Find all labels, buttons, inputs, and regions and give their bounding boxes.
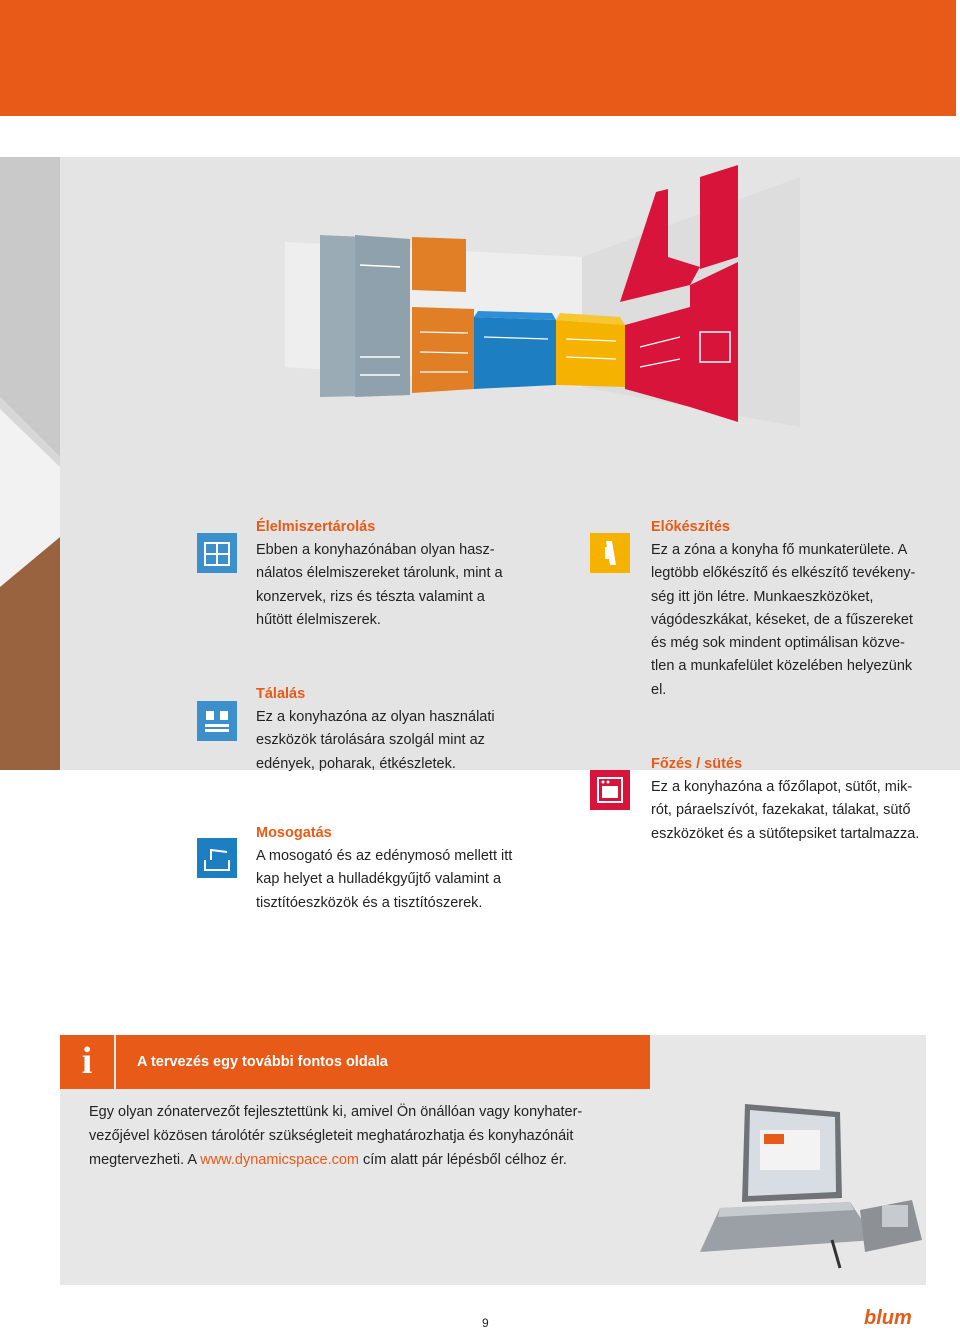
food-storage-icon (197, 533, 237, 573)
zone-title-elelmiszertarolas: Élelmiszertárolás (256, 519, 376, 535)
zone-title-elokeszites: Előkészítés (651, 519, 730, 535)
oven-icon (590, 770, 630, 810)
info-header (116, 1035, 650, 1089)
text-line: ség itt jön létre. Munkaeszközöket, (651, 588, 874, 605)
dynamicspace-link[interactable]: www.dynamicspace.com (200, 1152, 359, 1168)
text-line: Ez a konyhazóna a főzőlapot, sütőt, mik- (651, 779, 913, 795)
zone-text-fozes (651, 776, 919, 846)
text-line: Ez a konyhazóna az olyan használati (256, 709, 495, 725)
zone-title-mosogatas: Mosogatás (256, 825, 332, 841)
zone-text-talalas (256, 706, 495, 776)
knife-icon (590, 533, 630, 573)
text-line: el. (651, 681, 667, 698)
text-line: Ebben a konyhazónában olyan hasz- (256, 542, 495, 558)
text-line: edények, poharak, étkészletek. (256, 755, 456, 772)
info-body (89, 1100, 582, 1172)
svg-text:blum: blum (864, 1307, 912, 1328)
dishes-icon (197, 701, 237, 741)
text-line: eszközöket és a sütőtepsiket tartalmazza. (651, 825, 920, 842)
text-line: eszközök tárolására szolgál mint az (256, 732, 485, 749)
text-line: vágódeszkákat, késeket, de a fűszereket (651, 611, 913, 628)
zone-text-elokeszites (651, 539, 915, 702)
text-line: nálatos élelmiszereket tárolunk, mint a (256, 565, 503, 582)
text-line: A mosogató és az edénymosó mellett itt (256, 848, 513, 864)
zone-text-mosogatas (256, 845, 512, 915)
top-orange-band (0, 0, 956, 116)
text-line: tisztítóeszközök és a tisztítószerek. (256, 894, 483, 911)
info-line-with-link (89, 1148, 582, 1172)
text-line: konzervek, rizs és tészta valamint a (256, 588, 485, 605)
info-icon: i (60, 1035, 114, 1089)
info-text-before-link: megtervezheti. A (89, 1152, 201, 1168)
laptop-photo (660, 1090, 926, 1285)
sink-icon (197, 838, 237, 878)
text-line: és még sok mindent optimálisan közve- (651, 635, 905, 652)
page-number: 9 (482, 1316, 489, 1330)
text-line: hűtött élelmiszerek. (256, 611, 381, 628)
info-line: vezőjével közösen tárolótér szükségleteit meghatározhatja és konyhazónáit (89, 1128, 574, 1144)
text-line: rót, páraelszívót, fazekakat, tálakat, sütő (651, 802, 911, 819)
text-line: tlen a munkafelület közelében helyezünk (651, 658, 913, 675)
info-line: Egy olyan zónatervezőt fejlesztettünk ki, amivel Ön önállóan vagy konyhater- (89, 1104, 583, 1120)
info-text-after-link: cím alatt pár lépésből célhoz ér. (358, 1152, 567, 1168)
text-line: legtöbb előkészítő és elkészítő tevékeny- (651, 565, 916, 582)
text-line: Ez a zóna a konyha fő munkaterülete. A (651, 542, 908, 558)
info-title: A tervezés egy további fontos oldala (137, 1054, 388, 1070)
zone-title-talalas: Tálalás (256, 686, 306, 702)
blum-logo (864, 1306, 930, 1328)
text-line: kap helyet a hulladékgyűjtő valamint a (256, 871, 502, 888)
zone-title-fozes: Főzés / sütés (651, 756, 743, 772)
zone-text-elelmiszertarolas (256, 539, 503, 632)
